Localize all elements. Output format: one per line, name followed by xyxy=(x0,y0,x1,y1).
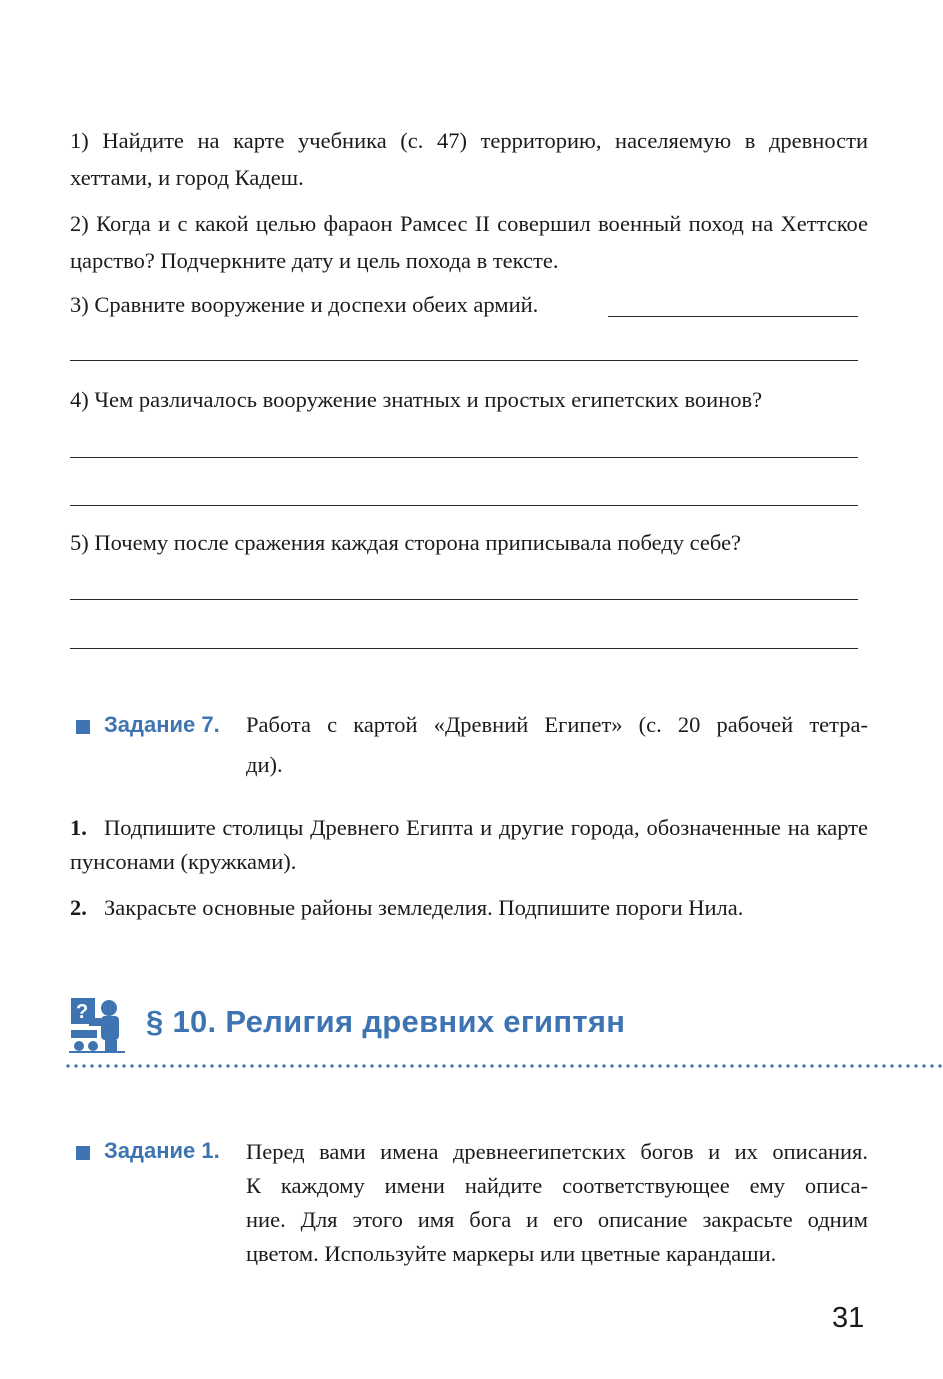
answer-line-q5-1[interactable] xyxy=(70,599,858,600)
task7-item-1-text: Подпишите столицы Древнего Египта и другие города, обозначенные на карте пунсонами (кружками). xyxy=(70,815,868,874)
task7-item-1-number: 1. xyxy=(70,815,87,840)
task7-text-line2: ди). xyxy=(246,752,283,777)
question-4: 4) Чем различалось вооружение знатных и простых египетских воинов? xyxy=(70,387,763,412)
page-number: 31 xyxy=(832,1302,865,1334)
answer-line-q3-inline[interactable] xyxy=(608,316,858,317)
section-divider xyxy=(64,1063,943,1069)
section-title: § 10. Религия древних египтян xyxy=(146,1004,626,1039)
question-3: 3) Сравните вооружение и доспехи обеих армий. xyxy=(70,292,539,317)
task7-text-line1: Работа с картой «Древний Египет» (с. 20 рабочей тетра- xyxy=(246,712,868,737)
section-emblem-icon xyxy=(67,996,127,1054)
answer-line-q5-2[interactable] xyxy=(70,648,858,649)
answer-line-q4-1[interactable] xyxy=(70,457,858,458)
question-5: 5) Почему после сражения каждая сторона приписывала победу себе? xyxy=(70,530,742,555)
task7-item-2-text: Закрасьте основные районы земледелия. Подпишите пороги Нила. xyxy=(104,895,744,920)
task7-item-2 xyxy=(70,891,868,925)
answer-line-q4-2[interactable] xyxy=(70,505,858,506)
task1-line-4: цветом. Используйте маркеры или цветные карандаши. xyxy=(246,1241,777,1266)
task1-bullet-icon xyxy=(76,1146,90,1160)
svg-text:?: ? xyxy=(76,1001,89,1023)
task7-heading: Задание 7. xyxy=(104,712,220,737)
answer-line-q3[interactable] xyxy=(70,360,858,361)
task1-line-1: Перед вами имена древнеегипетских богов и их описания. xyxy=(246,1139,868,1164)
task7-item-2-number: 2. xyxy=(70,895,87,920)
question-2: 2) Когда и с какой целью фараон Рамсес II совершил военный поход на Хеттское царство? Подчеркните дату и цель похода в тексте. xyxy=(70,211,868,273)
question-1: 1) Найдите на карте учебника (с. 47) территорию, населяемую в древности хеттами, и город Кадеш. xyxy=(70,128,868,190)
task7-bullet-icon xyxy=(76,720,90,734)
task1-heading: Задание 1. xyxy=(104,1138,220,1163)
task1-line-2: К каждому имени найдите соответствующее ему описа- xyxy=(246,1173,868,1198)
task1-line-3: ние. Для этого имя бога и его описание закрасьте одним xyxy=(246,1207,868,1232)
task7-item-1 xyxy=(70,811,868,879)
